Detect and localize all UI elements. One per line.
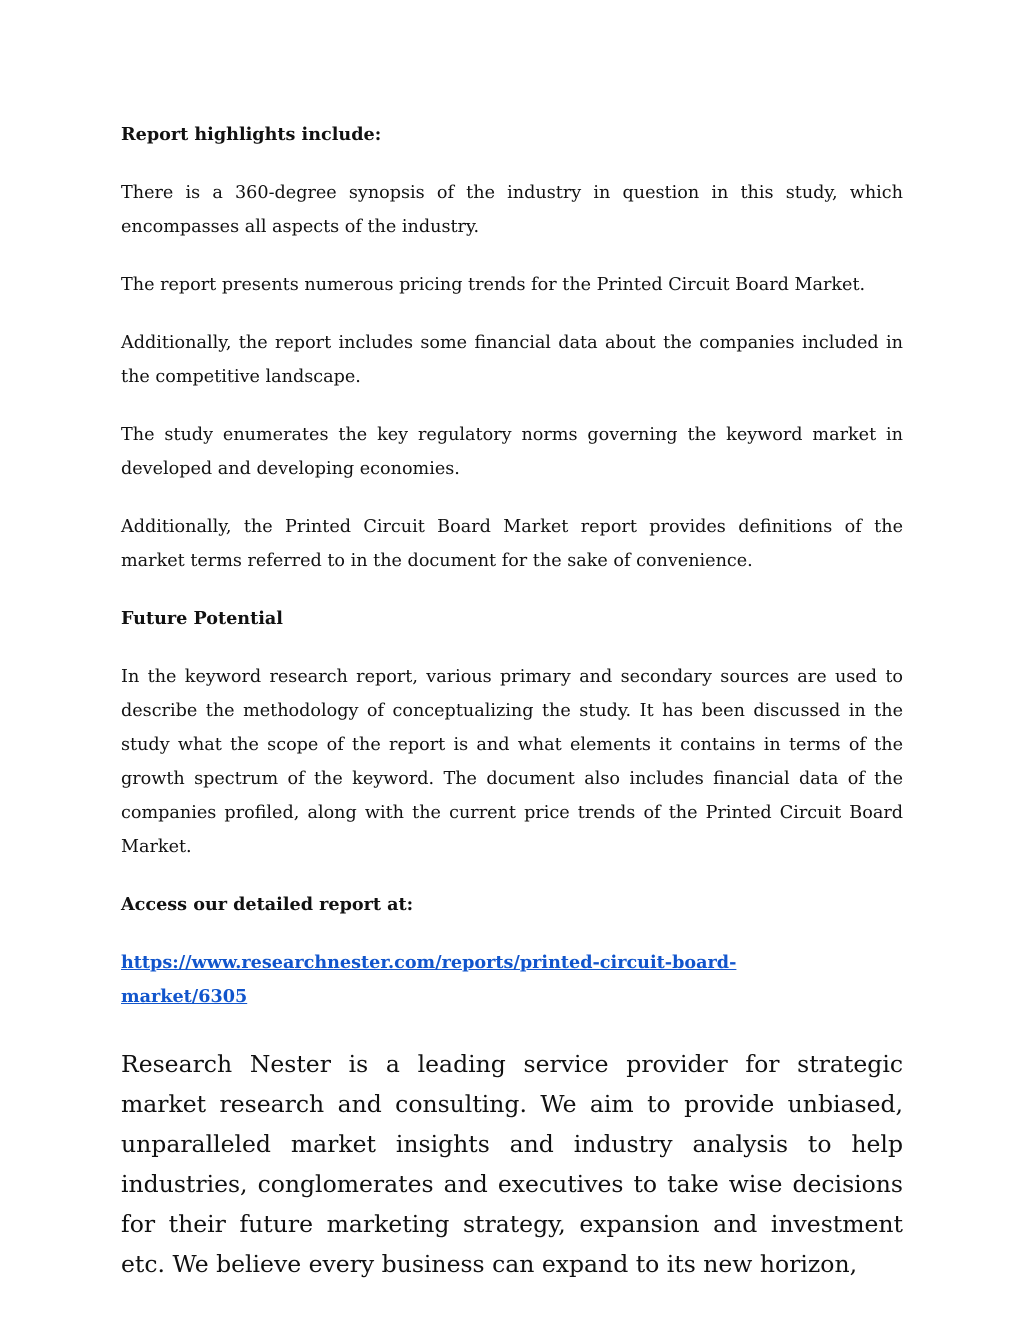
highlight-item: Additionally, the report includes some financial data about the companies included in the competitive landscape. [121,333,903,387]
highlights-heading: Report highlights include: [121,124,382,145]
highlight-item: Additionally, the Printed Circuit Board Market report provides definitions of the market terms referred to in the document for the sake of convenience. [121,517,903,571]
report-link-line-2[interactable]: market/6305 [121,986,248,1007]
future-potential-heading: Future Potential [121,608,283,629]
about-research-nester: Research Nester is a leading service provider for strategic market research and consulting. We aim to provide unbiased, unparalleled market insights and industry analysis to help industries, conglomerates and executives to take wise decisions for their future marketing strategy, expansion and investment etc. We believe every business can expand to its new horizon, [121,1050,903,1278]
document-page [121,118,903,1284]
future-potential-body: In the keyword research report, various primary and secondary sources are used to describe the methodology of conceptualizing the study. It has been discussed in the study what the scope of the report is and what elements it contains in terms of the growth spectrum of the keyword. The document also includes financial data of the companies profiled, along with the current price trends of the Printed Circuit Board Market. [121,667,903,857]
access-report-heading: Access our detailed report at: [121,894,414,915]
highlight-item: There is a 360-degree synopsis of the industry in question in this study, which encompasses all aspects of the industry. [121,183,903,237]
report-link[interactable] [121,946,903,1014]
report-link-line-1[interactable]: https://www.researchnester.com/reports/printed-circuit-board- [121,952,737,973]
highlight-item: The report presents numerous pricing trends for the Printed Circuit Board Market. [121,275,866,295]
highlight-item: The study enumerates the key regulatory norms governing the keyword market in developed and developing economies. [121,425,903,479]
